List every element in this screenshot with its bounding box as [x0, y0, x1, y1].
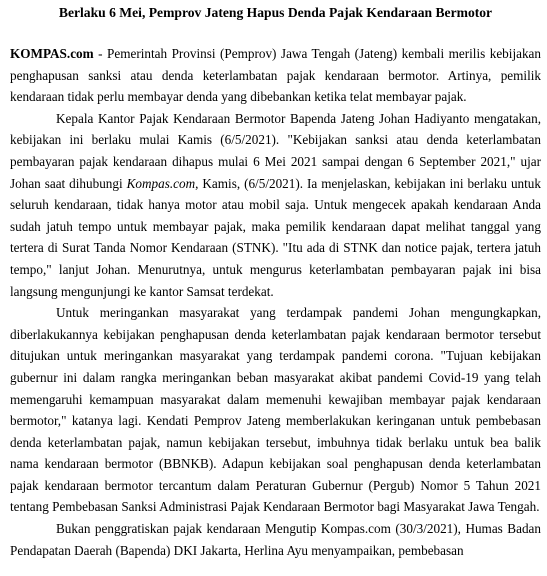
paragraph-2-part2: , Kamis, (6/5/2021). Ia menjelaskan, kebijakan ini berlaku untuk seluruh kendaraan, tidak hanya motor atau mobil saja. Untuk mengecek apakah kendaraan Anda sudah jatuh tempo untuk membayar pajak, maka pemilik kendaraan dapat melihat tanggal yang tertera di Surat Tanda Nomor Kendaraan (STNK). "Itu ada di STNK dan notice pajak, tertera jatuh tempo," lanjut Johan. Menurutnya, untuk mengurus keterlambatan pembayaran pajak ini bisa langsung mengunjungi ke kantor Samsat terdekat.	[10, 175, 541, 299]
paragraph-3: Untuk meringankan masyarakat yang terdampak pandemi Johan mengungkapkan, diberlakukannya kebijakan penghapusan denda keterlambatan pajak kendaraan bermotor tersebut ditujukan untuk meringankan masyarakat yang terdampak pandemi corona. "Tujuan kebijakan gubernur ini dalam rangka meringankan beban masyarakat akibat pandemi Covid-19 yang telah memengaruhi kemampuan masyarakat dalam memenuhi kewajiban membayar pajak kendaraan bermotor," katanya lagi. Kendati Pemprov Jateng memberlakukan keringanan untuk pembebasan denda keterlambatan pajak, namun kebijakan tersebut, imbuhnya tidak berlaku untuk bea balik nama kendaraan bermotor (BBNKB). Adapun kebijakan soal penghapusan denda keterlambatan pajak kendaraan bermotor tercantum dalam Peraturan Gubernur (Pergub) Nomor 5 Tahun 2021 tentang Pembebasan Sanksi Administrasi Pajak Kendaraan Bermotor bagi Masyarakat Jawa Tengah.	[10, 305, 541, 515]
source-label: KOMPAS.com	[10, 46, 94, 61]
paragraph-2	[10, 108, 541, 302]
paragraph-1	[10, 43, 541, 108]
media-name: Kompas.com	[126, 175, 196, 191]
article-title: Berlaku 6 Mei, Pemprov Jateng Hapus Denda Pajak Kendaraan Bermotor	[58, 5, 493, 20]
article-body	[10, 43, 541, 561]
paragraph-1-text: - Pemerintah Provinsi (Pemprov) Jawa Tengah (Jateng) kembali merilis kebijakan penghapusan sanksi atau denda keterlambatan pajak kendaraan bermotor. Artinya, pemilik kendaraan tidak perlu membayar denda yang dibebankan ketika telat membayar pajak.	[10, 46, 541, 105]
article-page	[10, 0, 541, 561]
paragraph-2-part1: Kepala Kantor Pajak Kendaraan Bermotor Bapenda Jateng Johan Hadiyanto mengatakan, kebijakan ini berlaku mulai Kamis (6/5/2021). "Kebijakan sanksi atau denda keterlambatan pembayaran pajak kendaraan dihapus mulai 6 Mei 2021 sampai dengan 6 September 2021," ujar Johan saat dihubungi	[10, 110, 541, 191]
paragraph-4: Bukan penggratiskan pajak kendaraan Mengutip Kompas.com (30/3/2021), Humas Badan Pendapatan Daerah (Bapenda) DKI Jakarta, Herlina Ayu menyampaikan, pembebasan	[10, 521, 541, 558]
